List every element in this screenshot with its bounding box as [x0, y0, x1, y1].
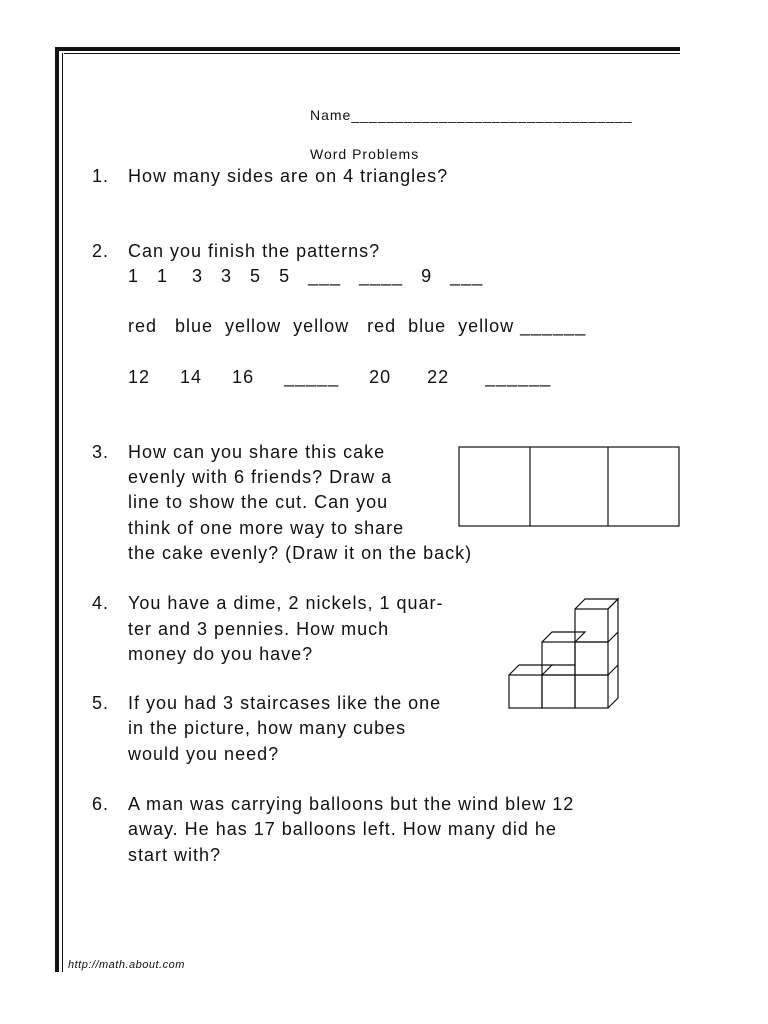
question-3-number: 3. — [92, 442, 110, 462]
frame-top-border — [55, 47, 680, 51]
question-6-number: 6. — [92, 794, 110, 814]
page-title: Word Problems — [310, 146, 420, 162]
question-5-number: 5. — [92, 693, 110, 713]
question-3-line-4: think of one more way to share — [128, 518, 405, 538]
question-3-line-5: the cake evenly? (Draw it on the back) — [128, 543, 473, 563]
question-4-line-2: ter and 3 pennies. How much — [128, 619, 390, 639]
question-2-text: Can you finish the patterns? — [128, 241, 381, 261]
pattern-numbers-odd: 1 1 3 3 5 5 ___ ____ 9 ___ — [128, 266, 484, 286]
question-6-line-3: start with? — [128, 845, 222, 865]
question-3-line-3: line to show the cut. Can you — [128, 492, 389, 512]
question-4-number: 4. — [92, 593, 110, 613]
footer-url[interactable]: http://math.about.com — [68, 959, 185, 971]
question-2-number: 2. — [92, 241, 110, 261]
question-5-line-2: in the picture, how many cubes — [128, 718, 407, 738]
pattern-colors: red blue yellow yellow red blue yellow ______ — [128, 316, 587, 336]
question-6-line-1: A man was carrying balloons but the wind blew 12 — [128, 794, 575, 814]
question-1-number: 1. — [92, 166, 110, 186]
cake-rectangle — [456, 445, 682, 529]
question-3-line-1: How can you share this cake — [128, 442, 386, 462]
staircase-cubes-figure — [500, 592, 630, 714]
question-5-line-1: If you had 3 staircases like the one — [128, 693, 442, 713]
question-5-line-3: would you need? — [128, 744, 280, 764]
frame-top-inner-border — [64, 53, 680, 54]
pattern-numbers-even: 12 14 16 _____ 20 22 ______ — [128, 367, 552, 387]
name-field-label: Name________________________________ — [310, 107, 633, 123]
frame-left-inner-border — [62, 53, 63, 972]
question-6-line-2: away. He has 17 balloons left. How many did he — [128, 819, 557, 839]
question-3-line-2: evenly with 6 friends? Draw a — [128, 467, 393, 487]
frame-left-border — [55, 47, 59, 972]
question-4-line-3: money do you have? — [128, 644, 314, 664]
question-4-line-1: You have a dime, 2 nickels, 1 quar- — [128, 593, 444, 613]
question-1-text: How many sides are on 4 triangles? — [128, 166, 449, 186]
